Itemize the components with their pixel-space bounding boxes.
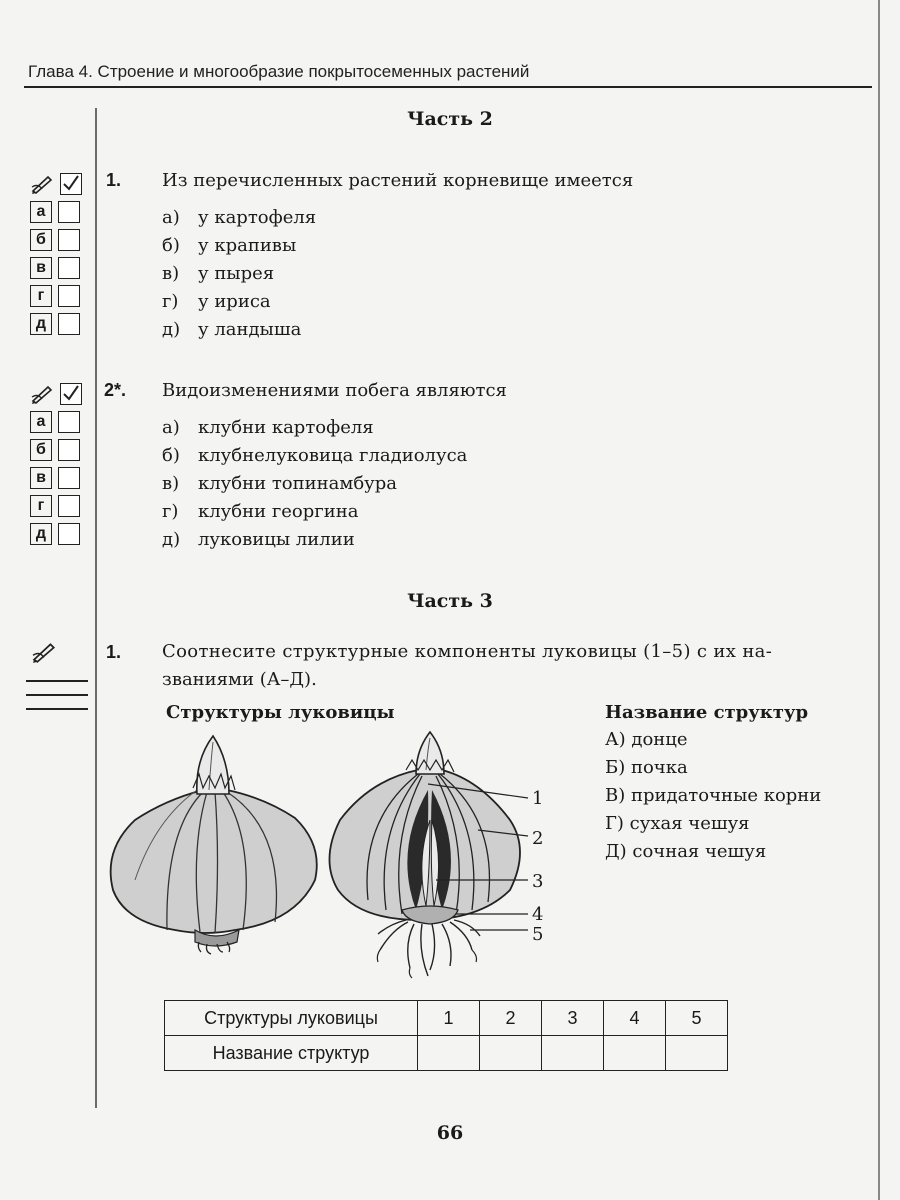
option-letter: б) xyxy=(162,445,180,466)
answer-cell[interactable] xyxy=(604,1036,666,1071)
option-g xyxy=(162,501,358,522)
option-letter: г) xyxy=(162,291,179,312)
question-text: Видоизменениями побега являются xyxy=(162,380,507,401)
answer-box-b[interactable] xyxy=(58,439,80,461)
onion-section-illustration xyxy=(320,730,540,990)
check-icon[interactable] xyxy=(60,173,82,195)
table-row xyxy=(165,1001,728,1036)
answer-letter-a: а xyxy=(30,201,52,223)
option-text: клубни георгина xyxy=(198,501,359,522)
names-heading: Название структур xyxy=(605,702,809,723)
option-d xyxy=(162,319,301,340)
pencil-icon xyxy=(30,640,60,664)
answer-letter-b: б xyxy=(30,439,52,461)
callout-2: 2 xyxy=(532,828,544,849)
answer-table xyxy=(164,1000,728,1071)
answer-letter-d: д xyxy=(30,523,52,545)
answer-box-b[interactable] xyxy=(58,229,80,251)
table-row xyxy=(165,1036,728,1071)
answer-letter-v: в xyxy=(30,467,52,489)
option-letter: д) xyxy=(162,529,181,550)
answer-letter-d: д xyxy=(30,313,52,335)
answer-line[interactable] xyxy=(26,680,88,682)
answer-cell[interactable] xyxy=(666,1036,728,1071)
answer-cell[interactable] xyxy=(418,1036,480,1071)
option-a xyxy=(162,417,374,438)
table-column-header: 1 xyxy=(418,1001,480,1036)
option-text: у пырея xyxy=(198,263,275,284)
answer-box-v[interactable] xyxy=(58,467,80,489)
answer-letter-v: в xyxy=(30,257,52,279)
option-letter: б) xyxy=(162,235,180,256)
option-letter: д) xyxy=(162,319,181,340)
answer-box-g[interactable] xyxy=(58,285,80,307)
option-text: клубнелуковица гладиолуса xyxy=(198,445,468,466)
answer-boxes-q1 xyxy=(30,170,82,338)
option-b xyxy=(162,235,296,256)
answer-letter-a: а xyxy=(30,411,52,433)
part2-title: Часть 2 xyxy=(407,108,493,130)
question-text-line2: званиями (А–Д). xyxy=(162,669,317,690)
answer-letter-b: б xyxy=(30,229,52,251)
option-text: у ириса xyxy=(198,291,271,312)
name-item-b: Б) почка xyxy=(605,757,688,778)
chapter-header: Глава 4. Строение и многообразие покрытосеменных растений xyxy=(28,62,530,81)
name-item-v: В) придаточные корни xyxy=(605,785,822,806)
question-number: 1. xyxy=(106,642,122,662)
option-text: клубни топинамбура xyxy=(198,473,398,494)
question-number: 1. xyxy=(106,170,122,190)
check-icon[interactable] xyxy=(60,383,82,405)
answer-box-a[interactable] xyxy=(58,201,80,223)
question-number: 2*. xyxy=(104,380,127,400)
option-a xyxy=(162,207,316,228)
callout-4: 4 xyxy=(532,904,544,925)
table-column-header: 5 xyxy=(666,1001,728,1036)
table-row-label: Структуры луковицы xyxy=(165,1001,418,1036)
callout-5: 5 xyxy=(532,924,544,945)
answer-letter-g: г xyxy=(30,495,52,517)
structures-heading: Структуры луковицы xyxy=(166,702,395,723)
answer-box-d[interactable] xyxy=(58,313,80,335)
table-column-header: 2 xyxy=(480,1001,542,1036)
option-text: клубни картофеля xyxy=(198,417,374,438)
answer-box-a[interactable] xyxy=(58,411,80,433)
table-column-header: 3 xyxy=(542,1001,604,1036)
onion-whole-illustration xyxy=(105,730,325,960)
callout-3: 3 xyxy=(532,871,544,892)
page-number: 66 xyxy=(436,1122,464,1144)
table-column-header: 4 xyxy=(604,1001,666,1036)
answer-box-d[interactable] xyxy=(58,523,80,545)
answer-cell[interactable] xyxy=(480,1036,542,1071)
answer-box-v[interactable] xyxy=(58,257,80,279)
option-v xyxy=(162,473,397,494)
pencil-icon xyxy=(30,173,56,195)
answer-boxes-q2 xyxy=(30,380,82,548)
option-letter: а) xyxy=(162,417,180,438)
question-text-line1: Соотнесите структурные компоненты луковицы (1–5) с их на- xyxy=(162,641,773,662)
name-item-d: Д) сочная чешуя xyxy=(605,841,767,862)
answer-letter-g: г xyxy=(30,285,52,307)
table-row-label: Название структур xyxy=(165,1036,418,1071)
option-g xyxy=(162,291,271,312)
part3-title: Часть 3 xyxy=(407,590,493,612)
question-text: Из перечисленных растений корневище имеется xyxy=(162,170,634,191)
option-letter: в) xyxy=(162,263,180,284)
option-text: у ландыша xyxy=(198,319,302,340)
option-letter: в) xyxy=(162,473,180,494)
option-d xyxy=(162,529,355,550)
option-v xyxy=(162,263,274,284)
pencil-icon xyxy=(30,383,56,405)
answer-line[interactable] xyxy=(26,708,88,710)
name-item-a: А) донце xyxy=(605,729,688,750)
answer-box-g[interactable] xyxy=(58,495,80,517)
answer-line[interactable] xyxy=(26,694,88,696)
answer-cell[interactable] xyxy=(542,1036,604,1071)
option-text: у крапивы xyxy=(198,235,297,256)
name-item-g: Г) сухая чешуя xyxy=(605,813,750,834)
option-letter: г) xyxy=(162,501,179,522)
header-rule xyxy=(24,86,872,88)
callout-1: 1 xyxy=(532,788,544,809)
option-text: луковицы лилии xyxy=(198,529,355,550)
option-text: у картофеля xyxy=(198,207,317,228)
option-b xyxy=(162,445,467,466)
option-letter: а) xyxy=(162,207,180,228)
